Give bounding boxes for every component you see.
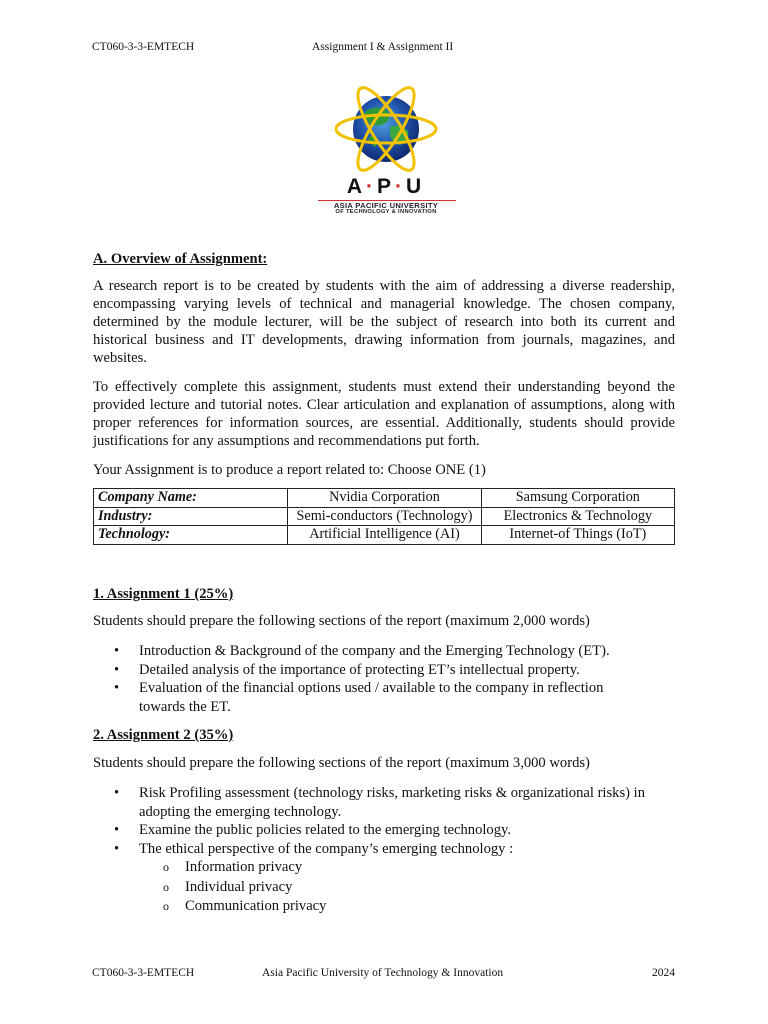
- footer-year: 2024: [652, 967, 675, 979]
- sub-list-item: o Information privacy: [93, 858, 678, 878]
- bullet-icon: •: [114, 822, 120, 838]
- cell-nvidia: Semi-conductors (Technology): [288, 507, 481, 526]
- globe-orbit-icon: [312, 83, 460, 175]
- cell-nvidia: Artificial Intelligence (AI): [288, 526, 481, 545]
- bullet-icon: •: [114, 785, 120, 801]
- bullet-icon: •: [114, 661, 120, 678]
- circle-bullet-icon: o: [163, 899, 169, 913]
- overview-paragraph-2: To effectively complete this assignment, students must extend their understanding beyond the provided lecture and tutorial notes. Clear articulation and explanation of assumptions, along with proper references for information sources, are essential. Additionally, students should provide justifications for any assumptions and recommendations put forth.: [93, 379, 675, 449]
- choose-instruction: Your Assignment is to produce a report related to: Choose ONE (1): [93, 462, 486, 478]
- circle-bullet-icon: o: [163, 860, 169, 874]
- footer-course-code: CT060-3-3-EMTECH: [92, 967, 195, 979]
- table-row: [94, 507, 675, 526]
- list-item: • Risk Profiling assessment (technology risks, marketing risks & organizational risks) in adopting the emerging technology.: [114, 785, 645, 820]
- assignment1-heading: 1. Assignment 1 (25%): [93, 586, 234, 602]
- assignment2-bullets: [93, 784, 678, 917]
- table-row: [94, 489, 675, 508]
- list-item: • Introduction & Background of the company and the Emerging Technology (ET).: [114, 643, 610, 659]
- sub-list-item: o Individual privacy: [93, 878, 678, 898]
- overview-heading: A. Overview of Assignment:: [93, 251, 268, 267]
- cell-samsung: Internet-of Things (IoT): [481, 526, 674, 545]
- company-table: [93, 488, 675, 545]
- cell-samsung: Samsung Corporation: [481, 489, 674, 508]
- apu-logo: [312, 83, 460, 215]
- logo-line1: ASIA PACIFIC UNIVERSITY: [333, 201, 439, 210]
- cell-samsung: Electronics & Technology: [481, 507, 674, 526]
- assignment1-bullets: [93, 642, 653, 716]
- circle-bullet-icon: o: [163, 879, 169, 894]
- row-label: Technology:: [94, 526, 288, 545]
- list-item: • Examine the public policies related to the emerging technology.: [114, 822, 512, 838]
- assignment2-intro: Students should prepare the following sections of the report (maximum 3,000 words): [93, 755, 590, 771]
- logo-line2: OF TECHNOLOGY & INNOVATION: [335, 209, 437, 215]
- table-row: [94, 526, 675, 545]
- row-label: Industry:: [94, 507, 288, 526]
- sub-list-item: o Communication privacy: [93, 897, 678, 917]
- row-label: Company Name:: [94, 489, 288, 508]
- cell-nvidia: Nvidia Corporation: [288, 489, 481, 508]
- list-item: • The ethical perspective of the company’s emerging technology :: [114, 840, 514, 857]
- assignment1-intro: Students should prepare the following sections of the report (maximum 2,000 words): [93, 613, 590, 629]
- assignment2-heading: 2. Assignment 2 (35%): [93, 727, 234, 743]
- overview-paragraph-1: A research report is to be created by students with the aim of addressing a diverse readership, encompassing varying levels of technical and managerial knowledge. The chosen company, determined by the module lecturer, will be the subject of research into both its current and historical business and IT developments, drawing information from journals, magazines, and websites.: [93, 278, 675, 366]
- bullet-icon: •: [114, 840, 120, 857]
- logo-letters: A·P·U: [346, 175, 426, 198]
- list-item: • Evaluation of the financial options used / available to the company in reflection towards the ET.: [114, 680, 604, 715]
- bullet-icon: •: [114, 680, 120, 696]
- bullet-icon: •: [114, 643, 120, 659]
- header-title: Assignment I & Assignment II: [312, 41, 454, 53]
- list-item: • Detailed analysis of the importance of protecting ET’s intellectual property.: [114, 661, 580, 678]
- footer-institution: Asia Pacific University of Technology & Innovation: [262, 967, 504, 979]
- header-course-code: CT060-3-3-EMTECH: [92, 41, 195, 53]
